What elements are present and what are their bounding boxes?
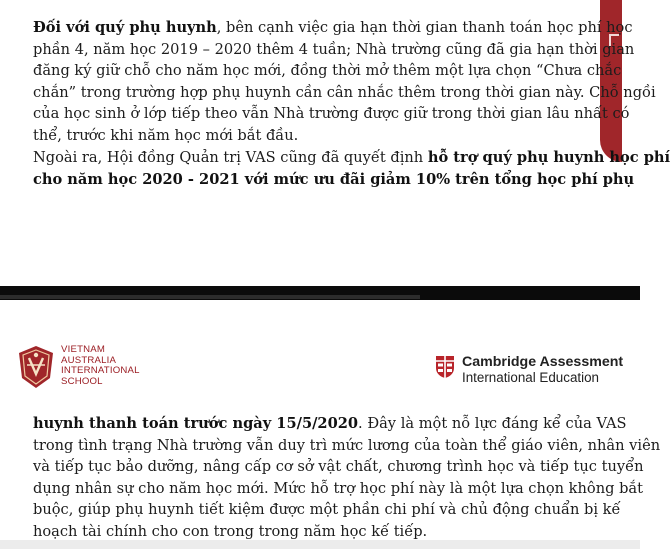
bold-text: cho năm học 2020 - 2021 với mức ưu đãi giảm 10% trên tổng học phí phụ — [33, 170, 635, 188]
paragraph-line: và tiếp tục bảo dưỡng, nâng cấp cơ sở vật chất, chương trình học và tiếp tục tuyển — [33, 458, 644, 475]
paragraph-line: trong tình trạng Nhà trường vẫn duy trì mức lương của toàn thể giáo viên, nhân viên — [33, 436, 661, 454]
paragraph-line: dụng nhân sự cho năm học mới. Mức hỗ trợ học phí này là một lựa chọn không bắt — [33, 479, 643, 497]
paragraph-line: hoạch tài chính cho con trong trong năm học kế tiếp. — [33, 522, 428, 540]
paragraph-line — [33, 17, 633, 39]
paragraph-parent-extension — [33, 17, 656, 146]
divider-stripe — [0, 295, 420, 299]
paragraph-line: đăng ký giữ chỗ cho năm học mới, đồng thời mở thêm một lựa chọn “Chưa chắc — [33, 62, 622, 79]
paragraph-line: buộc, giúp phụ huynh tiết kiệm được một phần chi phí và chủ động chuẩn bị kế — [33, 501, 621, 518]
cambridge-logo-line: International Education — [462, 370, 599, 385]
paragraph-line — [33, 169, 635, 191]
line-text: . Đây là một nỗ lực đáng kể của VAS — [358, 415, 627, 432]
paragraph-line — [33, 413, 628, 435]
vas-crest-icon — [16, 344, 56, 390]
paragraph-line: của học sinh ở lớp tiếp theo vẫn Nhà trường được giữ trong thời gian lâu nhất có — [33, 105, 630, 122]
paragraph-board-decision — [33, 147, 670, 190]
page-bottom-edge — [0, 540, 640, 549]
bold-text: huynh thanh toán trước ngày 15/5/2020 — [33, 415, 359, 432]
cambridge-shield-icon — [435, 355, 455, 379]
page-divider — [0, 286, 640, 300]
vas-logo-text — [61, 345, 140, 387]
vas-logo-line: SCHOOL — [61, 375, 103, 387]
cambridge-logo-line: Cambridge Assessment — [462, 354, 624, 370]
paragraph-payment-deadline — [33, 413, 661, 542]
cambridge-logo-text — [462, 354, 623, 385]
paragraph-line: phần 4, năm học 2019 – 2020 thêm 4 tuần; Nhà trường cũng đã gia hạn thời gian — [33, 40, 635, 58]
line-text: Ngoài ra, Hội đồng Quản trị VAS cũng đã quyết định — [33, 149, 428, 166]
document-page-bottom — [0, 300, 661, 549]
paragraph-line: thể, trước khi năm học mới bắt đầu. — [33, 126, 299, 144]
vas-logo-line: INTERNATIONAL — [61, 365, 140, 377]
bold-text: hỗ trợ quý phụ huynh học phí — [427, 149, 670, 166]
paragraph-line: chắn” trong trường hợp phụ huynh cần cân nhắc thêm trong thời gian này. Chỗ ngồi — [33, 83, 656, 101]
vas-logo-line: AUSTRALIA — [61, 354, 117, 366]
line-text: , bên cạnh việc gia hạn thời gian thanh toán học phí học — [216, 19, 633, 36]
vas-logo — [16, 344, 176, 394]
cambridge-logo — [435, 354, 625, 386]
vas-logo-line: VIETNAM — [61, 344, 106, 355]
lead-bold-text: Đối với quý phụ huynh — [33, 19, 217, 36]
paragraph-line — [33, 147, 670, 169]
